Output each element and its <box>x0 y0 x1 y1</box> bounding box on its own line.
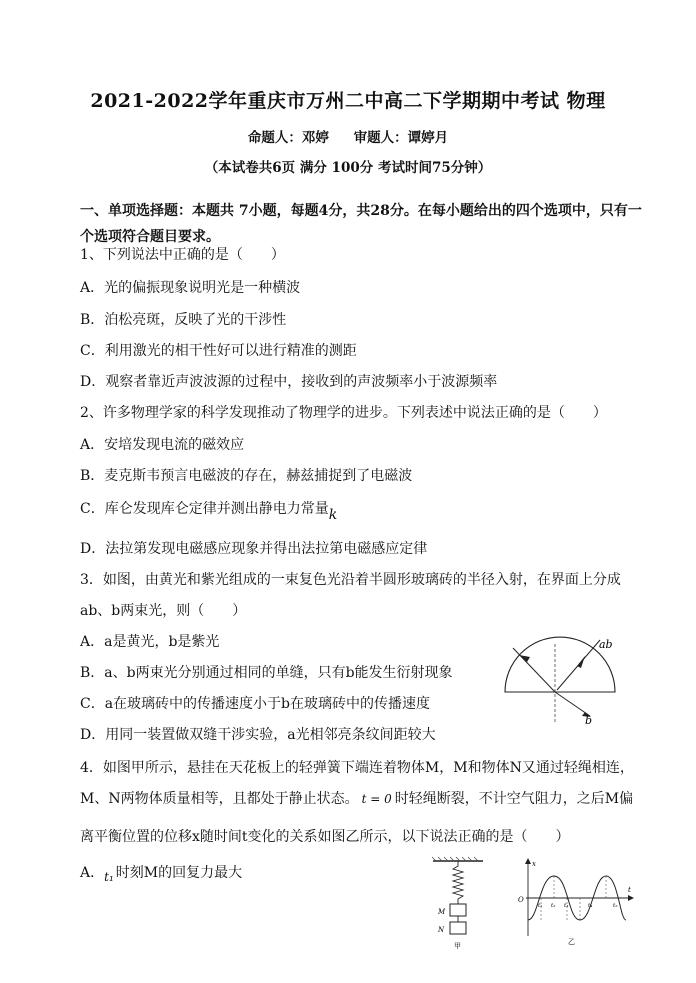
question-4-stem-line1: 4．如图甲所示，悬挂在天花板上的轻弹簧下端连着物体M，M和物体N又通过轻绳相连， <box>80 760 634 776</box>
author-line <box>0 126 696 146</box>
coulomb-constant-symbol: k <box>328 507 338 523</box>
axis-x-label: x <box>532 860 536 868</box>
glass-brick-figure <box>495 622 625 727</box>
question-4-stem-line2c: 时轻绳断裂，不计空气阻力，之后M偏 <box>394 791 634 807</box>
question-4-stem-line3: 离平衡位置的位移x随时间t变化的关系如图乙所示，以下说法正确的是（ ） <box>80 829 570 845</box>
section-heading: 一、单项选择题：本题共 7小题，每题4分，共28分。在每小题给出的四个选项中，只有一个选项符合题目要求。 <box>80 203 642 245</box>
question-2-option-a: A．安培发现电流的磁效应 <box>80 437 245 453</box>
reflected-ray <box>513 648 555 692</box>
incident-arrow-icon <box>577 656 585 668</box>
question-3-stem-line1: 3．如图，由黄光和紫光组成的一束复色光沿着半圆形玻璃砖的半径入射，在界面上分成 <box>80 572 621 588</box>
t1-symbol: t₁ <box>104 870 114 884</box>
option-a-text: 时刻M的回复力最大 <box>115 865 243 881</box>
tick-t2: t₂ <box>551 903 556 909</box>
reviewer-name: 审题人：谭婷月 <box>353 130 449 146</box>
label-ab: ab <box>599 638 613 651</box>
tick-t1: t₁ <box>538 903 543 909</box>
question-3-stem-line2: ab、b两束光，则（ ） <box>80 603 247 619</box>
option-a-prefix: A． <box>80 865 105 881</box>
mass-m-block <box>450 904 466 916</box>
question-1-stem: 1、下列说法中正确的是（ ） <box>80 247 285 263</box>
origin-label: O <box>518 896 524 904</box>
spring-mass-figure <box>428 856 488 974</box>
question-4-option-a <box>80 862 242 882</box>
question-2-stem: 2、许多物理学家的科学发现推动了物理学的进步。下列表述中说法正确的是（ ） <box>80 405 607 421</box>
time-zero-math: t = 0 <box>361 792 392 806</box>
question-3-option-d: D．用同一装置做双缝干涉实验，a光相邻亮条纹间距较大 <box>80 727 436 743</box>
question-1-option-d: D．观察者靠近声波波源的过程中，接收到的声波频率小于波源频率 <box>80 374 498 390</box>
t-axis-arrow-icon <box>628 895 634 901</box>
question-1-option-c: C．利用激光的相干性好可以进行精准的测距 <box>80 343 357 359</box>
spring-coil <box>453 861 463 904</box>
question-2-option-d: D．法拉第发现电磁感应现象并得出法拉第电磁感应定律 <box>80 541 428 557</box>
question-2-option-b: B．麦克斯韦预言电磁波的存在，赫兹捕捉到了电磁波 <box>80 468 413 484</box>
axis-t-label: t <box>628 886 631 894</box>
question-1-option-a: A．光的偏振现象说明光是一种横波 <box>80 280 301 296</box>
question-1-option-b: B．泊松亮斑，反映了光的干涉性 <box>80 312 287 328</box>
label-b: b <box>585 714 593 727</box>
question-4-stem-line2 <box>80 788 633 808</box>
mass-n-label: N <box>438 926 445 934</box>
question-3-option-a: A．a是黄光，b是紫光 <box>80 634 220 650</box>
mass-n-block <box>450 922 466 934</box>
setter-name: 命题人：邓婷 <box>247 130 329 146</box>
question-3-option-b: B．a、b两束光分别通过相同的单缝，只有b能发生衍射现象 <box>80 665 453 681</box>
page-title: 2021-2022学年重庆市万州二中高二下学期期中考试 物理 <box>90 90 606 112</box>
question-3-option-c: C．a在玻璃砖中的传播速度小于b在玻璃砖中的传播速度 <box>80 696 431 712</box>
reflected-arrow-icon <box>519 655 530 662</box>
x-axis-arrow-icon <box>525 858 531 864</box>
displacement-time-graph <box>508 856 638 974</box>
figure-jia-caption: 甲 <box>454 942 461 950</box>
question-4-stem-line2a: M、N两物体质量相等，且都处于静止状态。 <box>80 791 359 807</box>
tick-t3: t₃ <box>564 903 569 909</box>
question-2-option-c-line <box>80 498 338 523</box>
exam-info: （本试卷共6页 满分 100分 考试时间75分钟） <box>204 160 492 176</box>
figure-yi-caption: 乙 <box>568 938 575 946</box>
tick-t4: t₄ <box>588 903 593 909</box>
mass-m-label: M <box>438 908 446 916</box>
tick-t5: t₅ <box>613 903 618 909</box>
question-2-option-c: C．库仑发现库仑定律并测出静电力常量 <box>80 501 329 517</box>
